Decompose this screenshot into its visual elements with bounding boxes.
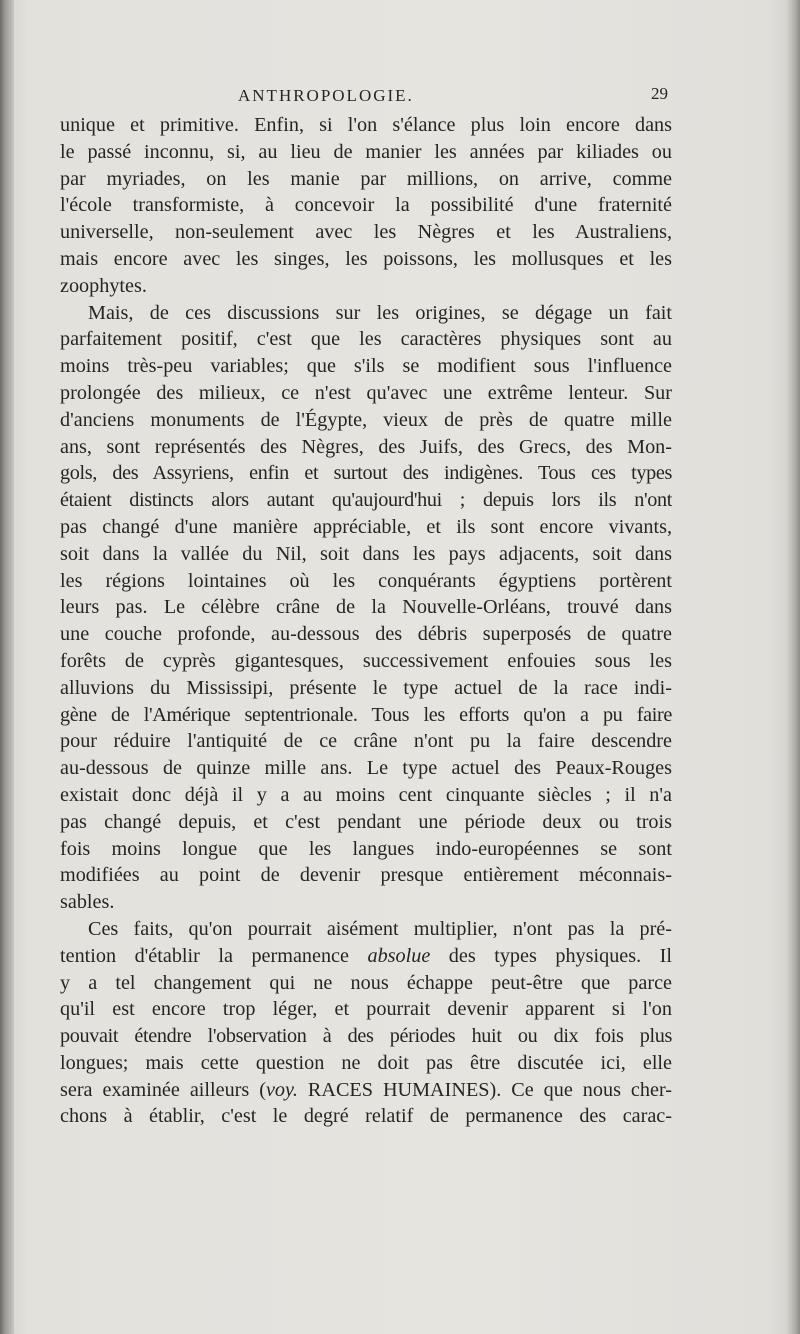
text-line: une couche profonde, au-dessous des débris superposés de quatre <box>60 623 672 646</box>
text-line: Ces faits, qu'on pourrait aisément multiplier, n'ont pas la pré- <box>88 917 672 940</box>
text-line: leurs pas. Le célèbre crâne de la Nouvelle-Orléans, trouvé dans <box>60 596 672 619</box>
text-line: parfaitement positif, c'est que les caractères physiques sont au <box>60 328 672 351</box>
text-line: existait donc déjà il y a au moins cent cinquante siècles ; il n'a <box>60 783 672 806</box>
text-line: moins très-peu variables; que s'ils se modifient sous l'influence <box>60 355 672 378</box>
text-line: qu'il est encore trop léger, et pourrait devenir apparent si l'on <box>60 998 672 1021</box>
text-line: l'école transformiste, à concevoir la possibilité d'une fraternité <box>60 194 672 217</box>
page-number: 29 <box>651 84 668 103</box>
text-line: unique et primitive. Enfin, si l'on s'élance plus loin encore dans <box>60 114 672 136</box>
text-line: pas changé depuis, et c'est pendant une période deux ou trois <box>60 810 672 833</box>
text-line: y a tel changement qui ne nous échappe peut-être que parce <box>60 971 672 994</box>
text-line: soit dans la vallée du Nil, soit dans les pays adjacents, soit dans <box>60 542 672 565</box>
text-line: tention d'établir la permanence absolue des types physiques. Il <box>60 944 672 967</box>
header-title: ANTHROPOLOGIE. <box>238 86 414 105</box>
text-line: gols, des Assyriens, enfin et surtout des indigènes. Tous ces types <box>60 462 672 485</box>
text-line: sera examinée ailleurs (voy. RACES HUMAINES). Ce que nous cher- <box>60 1078 672 1101</box>
body-text <box>60 112 672 1130</box>
text-line: Mais, de ces discussions sur les origines, se dégage un fait <box>88 301 672 324</box>
text-line: étaient distincts alors autant qu'aujourd'hui ; depuis lors ils n'ont <box>60 489 672 512</box>
text-line: longues; mais cette question ne doit pas être discutée ici, elle <box>60 1051 672 1074</box>
text-line: par myriades, on les manie par millions, on arrive, comme <box>60 167 672 190</box>
text-line: pas changé d'une manière appréciable, et ils sont encore vivants, <box>60 515 672 538</box>
text-line: forêts de cyprès gigantesques, successivement enfouies sous les <box>60 649 672 672</box>
text-line: sables. <box>60 891 115 914</box>
page-binding-shadow <box>0 0 14 1334</box>
text-line: zoophytes. <box>60 274 147 297</box>
text-line: universelle, non-seulement avec les Nègres et les Australiens, <box>60 221 672 244</box>
text-line: mais encore avec les singes, les poissons, les mollusques et les <box>60 247 672 270</box>
text-line: pouvait étendre l'observation à des périodes huit ou dix fois plus <box>60 1025 672 1048</box>
text-line: modifiées au point de devenir presque entièrement méconnais- <box>60 864 672 887</box>
text-line: pour réduire l'antiquité de ce crâne n'ont pu la faire descendre <box>60 730 672 753</box>
text-line: alluvions du Mississipi, présente le type actuel de la race indi- <box>60 676 672 699</box>
text-line: le passé inconnu, si, au lieu de manier les années par kiliades ou <box>60 140 672 163</box>
text-line: prolongée des milieux, ce n'est qu'avec une extrême lenteur. Sur <box>60 381 672 404</box>
running-head <box>60 86 668 110</box>
text-line: les régions lointaines où les conquérants égyptiens portèrent <box>60 569 672 592</box>
page-edge-shadow <box>786 0 800 1334</box>
text-line: chons à établir, c'est le degré relatif de permanence des carac- <box>60 1105 672 1128</box>
text-line: fois moins longue que les langues indo-européennes se sont <box>60 837 672 860</box>
text-line: gène de l'Amérique septentrionale. Tous les efforts qu'on a pu faire <box>60 703 672 726</box>
text-line: ans, sont représentés des Nègres, des Juifs, des Grecs, des Mon- <box>60 435 672 458</box>
text-line: au-dessous de quinze mille ans. Le type actuel des Peaux-Rouges <box>60 757 672 780</box>
text-line: d'anciens monuments de l'Égypte, vieux de près de quatre mille <box>60 408 672 431</box>
